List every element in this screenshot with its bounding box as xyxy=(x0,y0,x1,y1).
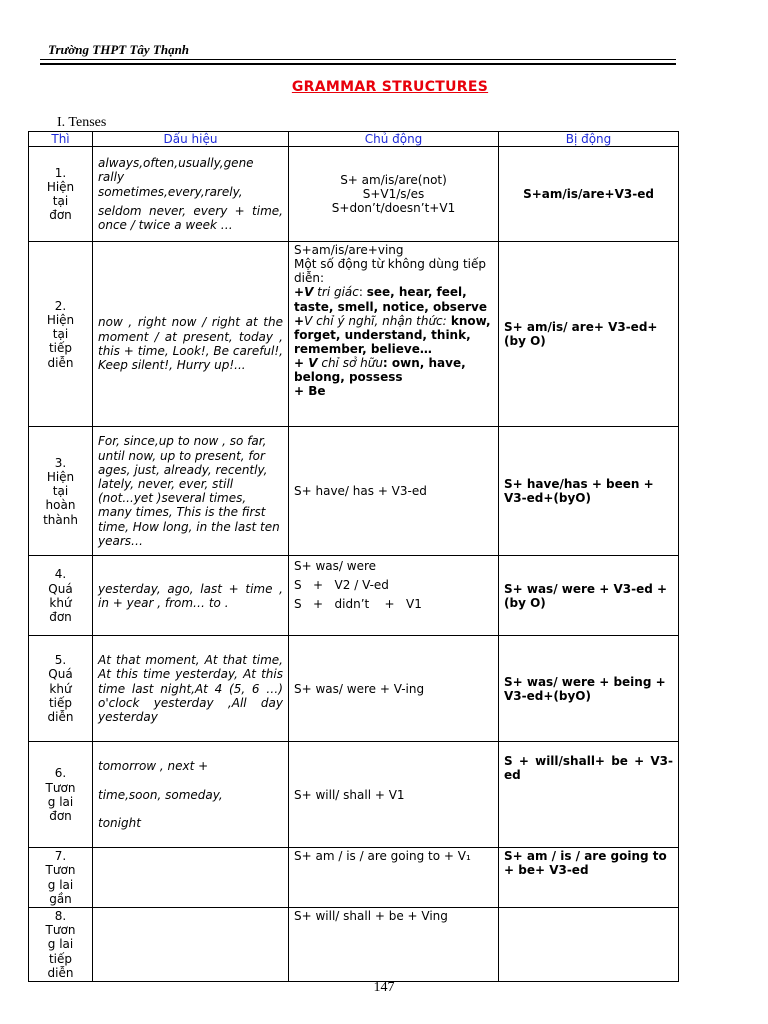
passive-cell xyxy=(499,242,679,427)
signs-cell xyxy=(93,908,289,982)
passive-formula: S+am/is/are+V3-ed xyxy=(523,187,654,202)
signs-cell xyxy=(93,242,289,427)
tense-label: 5. Quá khứ tiếp diễn xyxy=(47,653,74,724)
active-formula: S+ am / is / are going to + V₁ xyxy=(294,849,471,864)
active-group-cognition: +V chỉ ý nghĩ, nhận thức: know, forget, understand, think, remember, believe… xyxy=(294,313,491,356)
passive-formula: S+ have/has + been + V3-ed+(byO) xyxy=(504,477,654,506)
signs-text: yesterday, ago, last + time , in + year , from… to . xyxy=(98,581,283,610)
tense-label: 6. Tươn g lai đơn xyxy=(45,766,76,823)
signs-text: seldom never, every + time, once / twice a week … xyxy=(98,203,283,232)
header-rule-thin xyxy=(40,59,676,60)
signs-text: now , right now / right at the moment / at present, today , this + time, Look!, Be careful!, Keep silent!, Hurry up!... xyxy=(98,315,283,372)
table-row xyxy=(29,636,679,742)
signs-cell xyxy=(93,636,289,742)
active-group-possession: + V chỉ sở hữu: own, have, belong, possess xyxy=(294,355,466,385)
section-label: I. Tenses xyxy=(57,115,107,130)
table-row xyxy=(29,427,679,556)
passive-cell xyxy=(499,147,679,242)
tense-label: 2. Hiện tại tiếp diễn xyxy=(46,298,75,370)
signs-text: For, since,up to now , so far, until now, up to present, for ages, just, already, recently, lately, never, ever, still (not...yet )several times, many times, This is the first time, How long, in the last ten years… xyxy=(98,434,280,548)
column-header-passive: Bị động xyxy=(499,132,679,147)
column-header-tense: Thì xyxy=(29,132,93,147)
passive-cell xyxy=(499,848,679,908)
active-formula: S+ will/ shall + V1 xyxy=(294,787,405,802)
column-header-signs: Dấu hiệu xyxy=(93,132,289,147)
signs-cell xyxy=(93,742,289,848)
active-formula: S + didn’t + V1 xyxy=(294,597,422,612)
active-formula: S+ will/ shall + be + Ving xyxy=(294,909,448,924)
active-cell xyxy=(289,908,499,982)
table-row xyxy=(29,556,679,636)
tense-cell xyxy=(29,636,93,742)
table-header-row xyxy=(29,132,679,147)
tense-cell xyxy=(29,427,93,556)
tense-cell xyxy=(29,848,93,908)
tense-label: 3. Hiện tại hoàn thành xyxy=(43,455,78,527)
passive-cell xyxy=(499,427,679,556)
school-name: Trường THPT Tây Thạnh xyxy=(48,42,190,57)
tenses-table xyxy=(28,131,679,982)
tense-cell xyxy=(29,742,93,848)
active-group-be: + Be xyxy=(294,384,326,399)
active-note: Một số động từ không dùng tiếp diễn: xyxy=(294,257,486,286)
tense-label: 1. Hiện tại đơn xyxy=(46,165,75,223)
passive-formula: S+ am/is/ are+ V3-ed+ (by O) xyxy=(504,320,658,349)
passive-formula: S+ was/ were + being + V3-ed+(byO) xyxy=(504,674,666,703)
header-rule-thick xyxy=(40,63,676,65)
active-cell xyxy=(289,242,499,427)
tense-label: 4. Quá khứ đơn xyxy=(48,567,73,624)
passive-formula: S+ was/ were + V3-ed + (by O) xyxy=(504,581,668,610)
passive-formula: S+ am / is / are going to + be+ V3-ed xyxy=(504,849,667,878)
table-row xyxy=(29,242,679,427)
table-row xyxy=(29,742,679,848)
passive-cell xyxy=(499,556,679,636)
signs-text: tomorrow , next + xyxy=(98,759,209,774)
table-row xyxy=(29,908,679,982)
active-formula: S+ am/is/are(not) S+V1/s/es S+don’t/doesn’t+V1 xyxy=(331,172,456,216)
active-cell xyxy=(289,556,499,636)
active-cell xyxy=(289,848,499,908)
active-formula: S+am/is/are+ving xyxy=(294,243,404,258)
signs-text: At that moment, At that time, At this time yesterday, At this time last night,At 4 (5, 6 …) o'clock yesterday ,All day yesterday xyxy=(98,653,283,724)
tense-cell xyxy=(29,242,93,427)
active-cell xyxy=(289,147,499,242)
page-number: 147 xyxy=(373,980,395,995)
signs-cell xyxy=(93,848,289,908)
active-formula: S+ was/ were xyxy=(294,559,377,574)
passive-formula: S + will/shall+ be + V3-ed xyxy=(504,754,673,783)
active-cell xyxy=(289,636,499,742)
tense-label: 8. Tươn g lai tiếp diễn xyxy=(45,909,76,980)
signs-text: tonight xyxy=(98,815,141,830)
signs-cell xyxy=(93,147,289,242)
active-formula: S+ was/ were + V-ing xyxy=(294,681,425,696)
active-formula: S + V2 / V-ed xyxy=(294,578,389,593)
signs-cell xyxy=(93,427,289,556)
signs-cell xyxy=(93,556,289,636)
tense-label: 7. Tươn g lai gần xyxy=(45,849,76,906)
column-header-active: Chủ động xyxy=(289,132,499,147)
active-formula: S+ have/ has + V3-ed xyxy=(294,484,427,499)
signs-text: time,soon, someday, xyxy=(98,787,223,802)
tense-cell xyxy=(29,556,93,636)
tense-cell xyxy=(29,908,93,982)
table-row xyxy=(29,147,679,242)
passive-cell xyxy=(499,908,679,982)
active-group-perception: +V tri giác: see, hear, feel, taste, smell, notice, observe xyxy=(294,285,487,314)
active-cell xyxy=(289,427,499,556)
passive-cell xyxy=(499,636,679,742)
page-title: GRAMMAR STRUCTURES xyxy=(291,79,489,95)
tense-cell xyxy=(29,147,93,242)
active-cell xyxy=(289,742,499,848)
passive-cell xyxy=(499,742,679,848)
signs-text: always,often,usually,gene rally sometimes,every,rarely, xyxy=(98,156,254,199)
table-row xyxy=(29,848,679,908)
